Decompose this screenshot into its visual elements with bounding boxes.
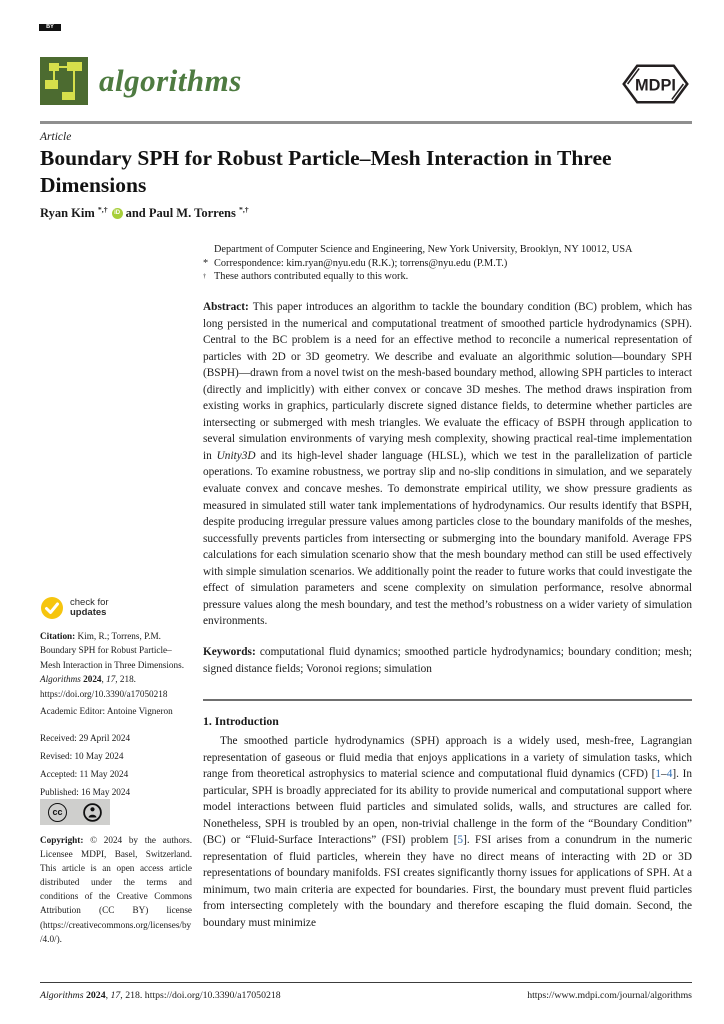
- text-segment: Kim, R.; Torrens, P.M. Boundary SPH for Robust Particle–Mesh Interaction in Three Dimensions.: [40, 631, 184, 670]
- check-icon: [40, 596, 64, 620]
- citation-link[interactable]: 4: [666, 768, 673, 781]
- abstract-paragraph: [203, 299, 692, 630]
- keywords-paragraph: [203, 644, 692, 677]
- received-date: Received: 29 April 2024: [40, 733, 131, 743]
- cc-icon: cc: [48, 803, 67, 822]
- affiliation-number: [203, 243, 214, 257]
- text-segment: Citation:: [40, 631, 78, 641]
- text-segment: ]. In particular, SPH is broadly appreciated for its ability to provide numerical and computational support where model interactions between fluid particles and simulated solids, walls, and structures are called for. Nonetheless, SPH is troubled by an open, non-trivial challenge in the form of the “Boundary Condition” (BC) or “Fluid-Surface Interactions” (FSI) problem [: [203, 768, 693, 847]
- introduction-paragraph: [203, 733, 692, 932]
- text-segment: The smoothed particle hydrodynamics (SPH) approach is a widely used, mesh-free, Lagrangian representation of gaseous or fluid media that enjoys applications in a variety of simulation tasks, which range from theoretical astrophysics to material science and computational fluid dynamics (CFD) [: [203, 735, 692, 781]
- copyright-block: [40, 833, 192, 946]
- text-segment: Abstract:: [203, 301, 253, 313]
- header-divider: [40, 121, 692, 124]
- by-label: BY: [39, 24, 61, 31]
- section-divider: [203, 699, 692, 701]
- check-for-updates-line2: updates: [70, 607, 107, 618]
- text-segment: Copyright:: [40, 835, 91, 845]
- text-segment: *,†: [97, 205, 108, 214]
- text-segment: and its high-level shader language (HLSL), which we test in the parallelization of particle operations. To examine robustness, we portray slip and no-slip conditions in simulation, and we separately evaluate convex and concave meshes. To demonstrate empirical utility, we show pressure gradients as measured in simulated still water tank implementations of hydrodynamics. Our results identify that BSPH, despite producing irregular pressure values among particles close to the boundary manifolds of the meshes, successfully prevents particles from intersecting or submerging into the boundary manifold. Average FPS calculations for each simulation scenario show that the mesh boundary method can still be used effectively with simple simulation scenarios. We additionally point the reader to future works that could investigate the effect of simulation parameters and scene complexity on simulation performance, resolve abnormal pressure values along the mesh boundary, and test the method’s robustness on a wider variety of simulation environments.: [203, 449, 692, 628]
- text-segment: Algorithms: [40, 990, 86, 1001]
- orcid-icon: iD: [112, 208, 123, 219]
- text-segment: *,†: [238, 205, 249, 214]
- page-title: Boundary SPH for Robust Particle–Mesh Interaction in Three Dimensions: [40, 146, 612, 197]
- academic-editor-line: Academic Editor: Antoine Vigneron: [40, 706, 173, 716]
- contributed-marker: †: [203, 273, 207, 281]
- check-for-updates-label: [70, 598, 109, 619]
- text-segment: , 218. https://doi.org/10.3390/a17050218: [120, 990, 281, 1001]
- section-heading-introduction: 1. Introduction: [203, 714, 279, 728]
- footer-citation[interactable]: [40, 990, 281, 1001]
- published-date: Published: 16 May 2024: [40, 787, 131, 797]
- text-segment: This paper introduces an algorithm to tackle the boundary condition (BC) problem, which has long persisted in the numerical and computational treatment of smoothed particle hydrodynamics (SPH). Central to the BC problem is a need for an effective method to reconcile a numerical representation of particles with 2D or 3D geometry. We describe and evaluate an algorithmic solution—boundary SPH (BSPH)—drawn from a novel twist on the mesh-based boundary method, allowing SPH particles to interact (directly and implicitly) with either convex or concave 3D meshes. The method draws inspiration from existing works in graphics, particularly discrete signed distance fields, to determine whether particles are intersecting or submerged with mesh triangles. We evaluate the efficacy of BSPH through application to several simulation environments of varying mesh complexity, showing practical real-time implementation in: [203, 301, 692, 462]
- history-dates-block: [40, 729, 192, 801]
- algorithms-journal-logo-icon: [40, 57, 88, 105]
- text-segment: 2024: [83, 674, 102, 685]
- text-segment: ,: [101, 674, 107, 685]
- person-icon: [83, 803, 102, 822]
- footer-journal-url[interactable]: https://www.mdpi.com/journal/algorithms: [527, 990, 692, 1001]
- text-segment: Algorithms: [40, 674, 84, 685]
- text-segment: Ryan Kim: [40, 206, 98, 221]
- text-segment: ]. FSI arises from a conundrum in the numeric representation of fluid particles, wherein they have no direct means of interacting with 2D or 3D representations of boundary manifolds. FSI creates significantly thorny issues for applications of SPH. At a minimum, two main criteria are expected for boundaries. First, the boundary must prevent fluid particles from intersecting completely with the boundary and therefore escaping the fluid domain. Second, the boundary must minimize: [203, 834, 692, 930]
- text-segment: Keywords:: [203, 646, 260, 658]
- check-for-updates-line1: check for: [70, 596, 109, 608]
- text-segment: –: [661, 768, 667, 781]
- text-segment: 17: [110, 990, 121, 1001]
- affiliation-text: Department of Computer Science and Engineering, New York University, Brooklyn, NY 10012, USA: [214, 244, 633, 255]
- contributed-text: These authors contributed equally to this work.: [214, 271, 409, 283]
- affiliation-block: [203, 243, 692, 284]
- author-line: [40, 205, 249, 221]
- cc-by-license-badge[interactable]: [40, 799, 110, 825]
- citation-link[interactable]: 1: [655, 768, 662, 781]
- text-segment: Unity3D: [216, 449, 256, 462]
- mdpi-logo-text: MDPI: [635, 76, 676, 95]
- check-for-updates-badge[interactable]: [40, 596, 109, 620]
- text-segment: and Paul M. Torrens: [125, 206, 239, 221]
- text-segment: ,: [105, 990, 111, 1001]
- footer-divider: [40, 982, 692, 983]
- accepted-date: Accepted: 11 May 2024: [40, 769, 129, 779]
- text-segment: 2024: [86, 990, 106, 1001]
- mdpi-logo: [617, 60, 694, 108]
- citation-block: [40, 629, 192, 701]
- text-segment: 17: [106, 674, 116, 685]
- citation-link[interactable]: 5: [457, 834, 464, 847]
- correspondence-marker: *: [203, 257, 209, 269]
- text-segment: computational fluid dynamics; smoothed particle hydrodynamics; boundary condition; mesh; signed distance fields; Voronoi regions; simulation: [203, 646, 692, 675]
- article-type-label: Article: [40, 131, 72, 143]
- correspondence-text: Correspondence: kim.ryan@nyu.edu (R.K.); torrens@nyu.edu (P.M.T.): [214, 257, 508, 269]
- journal-wordmark: algorithms: [99, 63, 242, 98]
- revised-date: Revised: 10 May 2024: [40, 751, 124, 761]
- text-segment: , 218. https://doi.org/10.3390/a17050218: [40, 674, 168, 699]
- text-segment: © 2024 by the authors. Licensee MDPI, Basel, Switzerland. This article is an open access article distributed under the terms and conditions of the Creative Commons Attribution (CC BY) license (https://creativecommons.org/licenses/by/4.0/).: [40, 835, 192, 944]
